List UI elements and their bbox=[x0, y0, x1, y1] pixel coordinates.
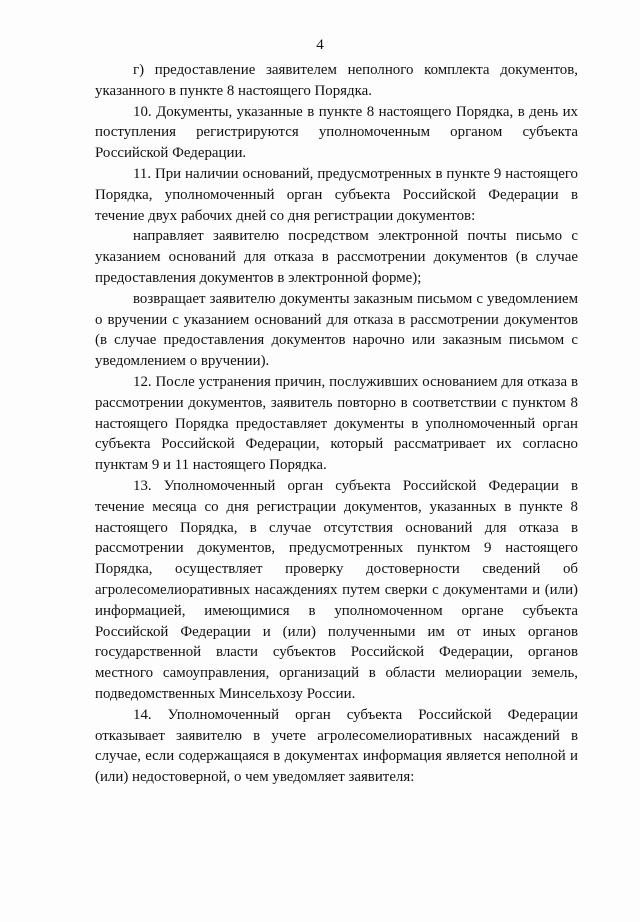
paragraph-12-resubmission: 12. После устранения причин, послуживших основанием для отказа в рассмотрении документов, заявитель повторно в соответствии с пунктом 8 настоящего Порядка предоставляет документы в уполномоченный орган субъекта Российской Федерации, который рассматривает их согласно пунктам 9 и 11 настоящего Порядка. bbox=[95, 373, 578, 474]
document-body bbox=[95, 60, 578, 788]
page-number: 4 bbox=[316, 37, 324, 53]
list-item-email-letter: направляет заявителю посредством электронной почты письмо с указанием оснований для отказа в рассмотрении документов (в случае предоставления документов в электронной форме); bbox=[95, 228, 578, 286]
paragraph-10-registration: 10. Документы, указанные в пункте 8 настоящего Порядка, в день их поступления регистрируются уполномоченным органом субъекта Российской Федерации. bbox=[95, 103, 578, 162]
list-item-return-documents: возвращает заявителю документы заказным письмом с уведомлением о вручении с указанием оснований для отказа в рассмотрении документов (в случае предоставления документов нарочно или заказным письмом с уведомлением о вручении). bbox=[95, 290, 578, 370]
paragraph-11-grounds: 11. При наличии оснований, предусмотренных в пункте 9 настоящего Порядка, уполномоченный орган субъекта Российской Федерации в течение двух рабочих дней со дня регистрации документов: bbox=[95, 165, 578, 224]
paragraph-13-verification: 13. Уполномоченный орган субъекта Российской Федерации в течение месяца со дня регистрации документов, указанных в пункте 8 настоящего Порядка, в случае отсутствия оснований для отказа в рассмотрении документов, предусмотренных пунктом 9 настоящего Порядка, осуществляет проверку достоверности сведений об агролесомелиоративных насаждениях путем сверки с документами и (или) информацией, имеющимися в уполномоченном органе субъекта Российской Федерации и (или) полученными им от иных органов государственной власти субъектов Российской Федерации, органов местного самоуправления, организаций в области мелиорации земель, подведомственных Минсельхозу России. bbox=[95, 477, 578, 702]
paragraph-14-refusal: 14. Уполномоченный орган субъекта Российской Федерации отказывает заявителю в учете агролесомелиоративных насаждений в случае, если содержащаяся в документах информация является неполной и (или) недостоверной, о чем уведомляет заявителя: bbox=[95, 706, 578, 786]
paragraph-g-incomplete-set: г) предоставление заявителем неполного комплекта документов, указанного в пункте 8 настоящего Порядка. bbox=[95, 62, 578, 99]
